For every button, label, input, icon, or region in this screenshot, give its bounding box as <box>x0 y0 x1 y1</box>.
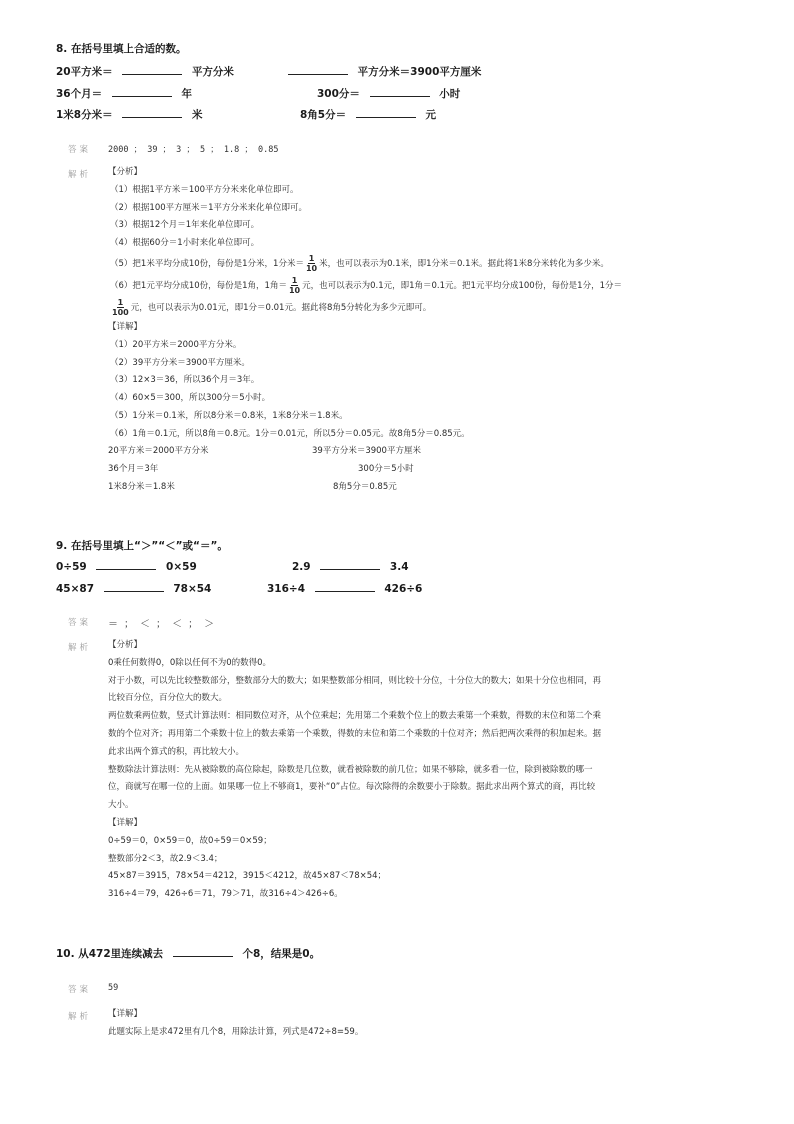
q9-xiangjie-heading: 【详解】 <box>108 817 143 828</box>
q8-d2: （2）39平方分米＝3900平方厘米。 <box>110 357 250 368</box>
q8-row2b-pre: 300分＝ <box>317 88 360 100</box>
q8-row3b-post: 元 <box>425 109 436 121</box>
q8-blank-6[interactable] <box>356 107 416 118</box>
q9-r1a-left: 0÷59 <box>56 561 87 573</box>
q8-d6: （6）1角＝0.1元，所以8角＝0.8元。1分＝0.01元，所以5分＝0.05元。故8角5分＝0.85元。 <box>110 428 470 439</box>
q8-blank-4[interactable] <box>370 86 430 97</box>
q8-row3-right <box>300 107 436 122</box>
q8-d5: （5）1分米＝0.1米，所以8分米＝0.8米，1米8分米＝1.8米。 <box>110 410 348 421</box>
q8-a2: （2）根据100平方厘米＝1平方分米来化单位即可。 <box>110 202 308 213</box>
q9-blank-1[interactable] <box>96 559 156 570</box>
q10-xiangjie-heading: 【详解】 <box>108 1009 143 1019</box>
q8-blank-5[interactable] <box>122 107 182 118</box>
q9-l8: 位，商就写在哪一位的上面。如果哪一位上不够商1，要补“0”占位。每次除得的余数要小于除数。据此求出两个算式的商，再比较 <box>108 782 596 793</box>
q9-r2a-right: 78×54 <box>173 583 212 595</box>
q8-blank-2[interactable] <box>288 64 348 75</box>
q8-a6-pre: （6）把1元平均分成10份，每份是1角，1角＝ <box>110 280 287 291</box>
q8-summary-1a: 20平方米＝2000平方分米 <box>108 446 209 456</box>
q8-a5-fraction <box>306 254 317 273</box>
q9-r2a-left: 45×87 <box>56 583 95 595</box>
q10-analysis-label: 解析 <box>68 1012 92 1022</box>
q9-l2: 对于小数，可以先比较整数部分，整数部分大的数大；如果整数部分相同，则比较十分位，十分位大的数大；如果十分位也相同，再 <box>108 675 602 686</box>
q9-title: 9. 在括号里填上“＞”“＜”或“＝”。 <box>56 540 228 552</box>
q8-a1: （1）根据1平方米＝100平方分米来化单位即可。 <box>110 184 299 195</box>
q8-row1a-pre: 20平方米＝ <box>56 66 113 78</box>
q8-summary-2b: 300分＝5小时 <box>358 464 414 474</box>
q8-a6-post: 元，也可以表示为0.01元，即1分＝0.01元。据此将8角5分转化为多少元即可。 <box>130 302 432 313</box>
q8-a5-pre: （5）把1米平均分成10份，每份是1分米，1分米＝ <box>110 258 304 269</box>
q9-d2: 整数部分2＜3，故2.9＜3.4； <box>108 853 223 864</box>
q8-row2-left <box>56 86 192 101</box>
fraction-numerator: 1 <box>117 297 124 307</box>
q9-l9: 大小。 <box>108 800 134 811</box>
q10-d1: 此题实际上是求472里有几个8，用除法计算，列式是472÷8=59。 <box>108 1026 364 1037</box>
q9-l3: 比较百分位，百分位大的数大。 <box>108 693 228 704</box>
q9-explanation <box>108 637 601 904</box>
q9-blank-2[interactable] <box>320 559 380 570</box>
q9-d3: 45×87＝3915，78×54＝4212，3915＜4212，故45×87＜78×54； <box>108 871 387 882</box>
q8-row2-right <box>317 86 460 101</box>
q8-a6-fraction <box>289 276 300 295</box>
q9-fenxi-heading: 【分析】 <box>108 640 143 650</box>
fraction-denominator: 100 <box>112 307 129 317</box>
q10-explanation <box>108 1006 363 1042</box>
q8-summary-3a: 1米8分米＝1.8米 <box>108 482 175 492</box>
q10-title-pre: 10. 从472里连续减去 <box>56 948 164 960</box>
q8-d3: （3）12×3＝36，所以36个月＝3年。 <box>110 375 260 386</box>
q8-summary-1b: 39平方分米＝3900平方厘米 <box>312 446 421 456</box>
q9-l7: 整数除法计算法则：先从被除数的高位除起，除数是几位数，就看被除数的前几位；如果不够除，就多看一位，除到被除数的哪一 <box>108 764 593 775</box>
q9-row1-left <box>56 559 197 573</box>
q8-a5 <box>108 253 622 275</box>
fraction-denominator: 10 <box>288 285 301 295</box>
q9-d4: 316÷4＝79，426÷6＝71，79＞71，故316÷4＞426÷6。 <box>108 889 343 900</box>
q8-xiangjie-heading: 【详解】 <box>108 321 143 332</box>
q9-l6: 此求出两个算式的积，再比较大小。 <box>108 746 245 757</box>
q10-title <box>56 946 320 961</box>
q8-summary-3b: 8角5分＝0.85元 <box>333 482 397 492</box>
q8-row1b-post: 平方分米＝3900平方厘米 <box>357 66 482 78</box>
q8-blank-3[interactable] <box>112 86 172 97</box>
q9-r2b-left: 316÷4 <box>267 583 306 595</box>
q9-l1: 0乘任何数得0，0除以任何不为0的数得0。 <box>108 657 272 668</box>
q9-row1-right <box>292 559 409 573</box>
q10-blank[interactable] <box>173 946 233 957</box>
q8-a5-post: 米，也可以表示为0.1米，即1分米＝0.1米。据此将1米8分米转化为多少米。 <box>319 258 609 269</box>
q8-a6-fraction-2 <box>112 298 129 317</box>
q8-row1-left <box>56 64 234 79</box>
q8-d4: （4）60×5＝300，所以300分＝5小时。 <box>110 393 271 404</box>
q9-answer: ＝ ； ＜ ； ＜ ； ＞ <box>108 619 215 630</box>
q8-row3b-pre: 8角5分＝ <box>300 109 347 121</box>
q8-a4: （4）根据60分＝1小时来化单位即可。 <box>110 238 260 249</box>
q8-explanation <box>108 164 622 444</box>
q9-row2-left <box>56 581 211 595</box>
q9-l5: 数的个位对齐；再用第二个乘数十位上的数去乘第一个乘数，得数的末位和第二个乘数的十位对齐；然后把两次乘得的积加起来。据 <box>108 728 602 739</box>
q10-answer-label: 答案 <box>68 985 92 995</box>
q8-row1-right <box>288 64 481 79</box>
q10-title-post: 个8，结果是0。 <box>242 948 321 960</box>
q8-row3a-pre: 1米8分米＝ <box>56 109 113 121</box>
q8-title: 8. 在括号里填上合适的数。 <box>56 43 187 55</box>
q8-answer-label: 答案 <box>68 145 92 155</box>
q8-blank-1[interactable] <box>122 64 182 75</box>
q8-row3a-post: 米 <box>191 109 203 121</box>
q8-analysis-label: 解析 <box>68 170 92 180</box>
fraction-numerator: 1 <box>308 253 315 263</box>
q9-d1: 0÷59＝0，0×59＝0，故0÷59＝0×59； <box>108 835 272 846</box>
q8-row2b-post: 小时 <box>439 88 461 100</box>
q8-answer: 2000 ； 39 ； 3 ； 5 ； 1.8 ； 0.85 <box>108 145 279 155</box>
q8-summary-2a: 36个月＝3年 <box>108 464 159 474</box>
q9-row2-right <box>267 581 422 595</box>
q8-row2a-post: 年 <box>181 88 192 100</box>
q9-r2b-right: 426÷6 <box>384 583 423 595</box>
q8-a6-line1 <box>108 275 622 297</box>
q9-r1a-right: 0×59 <box>166 561 197 573</box>
q9-r1b-left: 2.9 <box>292 561 311 573</box>
q8-fenxi-heading: 【分析】 <box>108 167 143 177</box>
q9-r1b-right: 3.4 <box>389 561 409 573</box>
q8-a3: （3）根据12个月＝1年来化单位即可。 <box>110 220 260 231</box>
q8-a6-line2 <box>108 297 622 319</box>
q8-d1: （1）20平方米＝2000平方分米。 <box>110 339 242 350</box>
fraction-numerator: 1 <box>291 275 298 285</box>
q8-row3-left <box>56 107 202 122</box>
q9-blank-4[interactable] <box>315 581 375 592</box>
q9-blank-3[interactable] <box>104 581 164 592</box>
q9-answer-label: 答案 <box>68 618 92 628</box>
q10-answer: 59 <box>108 983 119 993</box>
q8-row2a-pre: 36个月＝ <box>56 88 103 100</box>
fraction-denominator: 10 <box>305 263 318 273</box>
q9-analysis-label: 解析 <box>68 643 92 653</box>
q8-row1a-post: 平方分米 <box>191 66 234 78</box>
q9-l4: 两位数乘两位数，竖式计算法则：相同数位对齐，从个位乘起；先用第二个乘数个位上的数去乘第一个乘数，得数的末位和第二个乘 <box>108 711 602 722</box>
q8-a6-mid: 元，也可以表示为0.1元，即1角＝0.1元。把1元平均分成100份，每份是1分，1分＝ <box>302 280 622 291</box>
